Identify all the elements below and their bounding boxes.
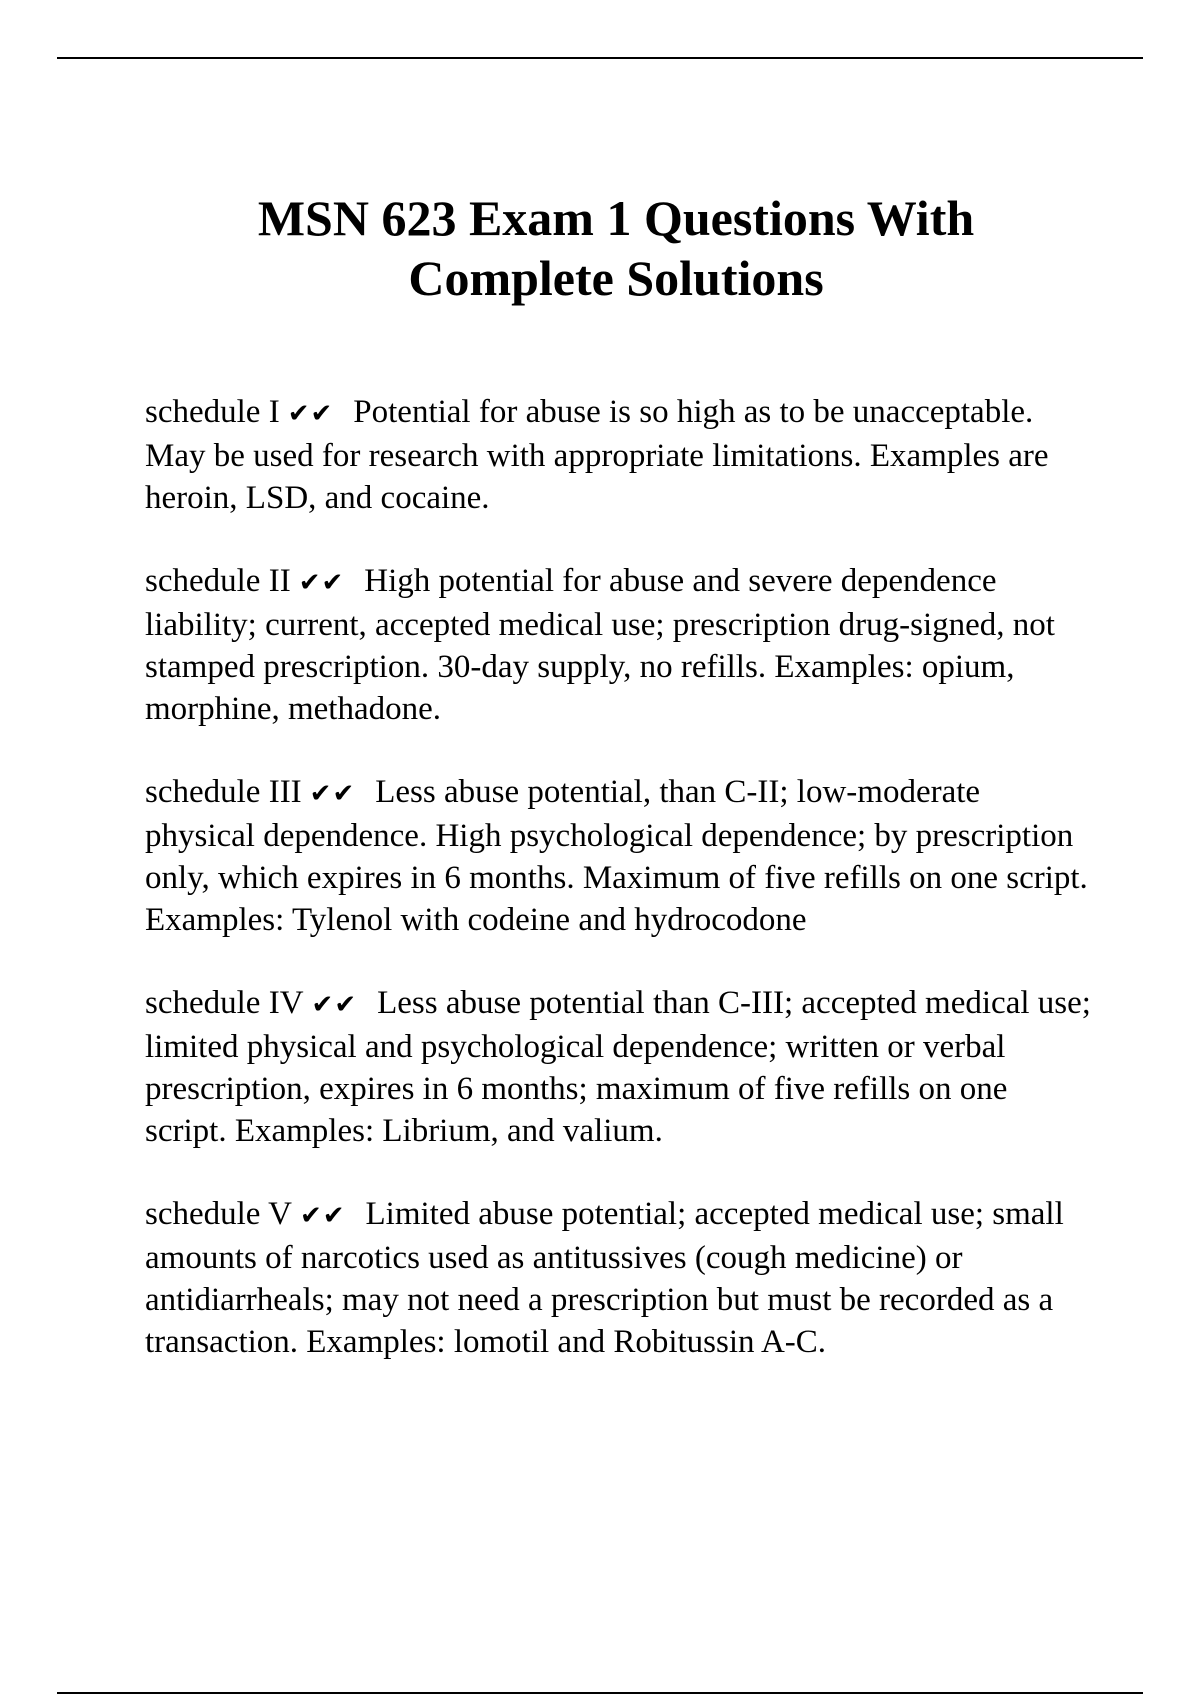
entry-definition: Less abuse potential, than C-II; low-moderate physical dependence. High psychological dependence; by prescription only, which expires in 6 months. Maximum of five refills on one script. Examples: Tylenol with codeine and hydrocodone [145, 774, 1088, 938]
double-checkmark-icon: ✔✔ [298, 568, 345, 598]
schedule-list [145, 391, 1095, 1404]
list-item [145, 771, 1095, 941]
entry-term: schedule II [145, 563, 291, 599]
title-line-1: MSN 623 Exam 1 Questions With [257, 190, 975, 246]
entry-term: schedule V [145, 1196, 292, 1232]
entry-definition: Potential for abuse is so high as to be unacceptable. May be used for research with appropriate limitations. Examples are heroin, LSD, and cocaine. [145, 394, 1049, 516]
double-checkmark-icon: ✔✔ [309, 779, 356, 809]
entry-definition: Less abuse potential than C-III; accepted medical use; limited physical and psychological dependence; written or verbal prescription, expires in 6 months; maximum of five refills on one script. Examples: Librium, and valium. [145, 985, 1091, 1149]
list-item [145, 1193, 1095, 1363]
entry-term: schedule III [145, 774, 302, 810]
double-checkmark-icon: ✔✔ [287, 399, 334, 429]
list-item [145, 560, 1095, 730]
entry-definition: Limited abuse potential; accepted medical use; small amounts of narcotics used as antitussives (cough medicine) or antidiarrheals; may not need a prescription but must be recorded as a transaction. Examples: lomotil and Robitussin A-C. [145, 1196, 1064, 1360]
bottom-divider [57, 1692, 1143, 1694]
entry-term: schedule I [145, 394, 280, 430]
entry-definition: High potential for abuse and severe dependence liability; current, accepted medical use; prescription drug-signed, not stamped prescription. 30-day supply, no refills. Examples: opium, morphine, methadone. [145, 563, 1055, 727]
double-checkmark-icon: ✔✔ [311, 990, 358, 1020]
double-checkmark-icon: ✔✔ [299, 1201, 346, 1231]
title-line-2: Complete Solutions [408, 250, 824, 306]
list-item [145, 391, 1095, 519]
list-item [145, 982, 1095, 1152]
entry-term: schedule IV [145, 985, 304, 1021]
page-title [150, 188, 1082, 308]
top-divider [57, 57, 1143, 59]
